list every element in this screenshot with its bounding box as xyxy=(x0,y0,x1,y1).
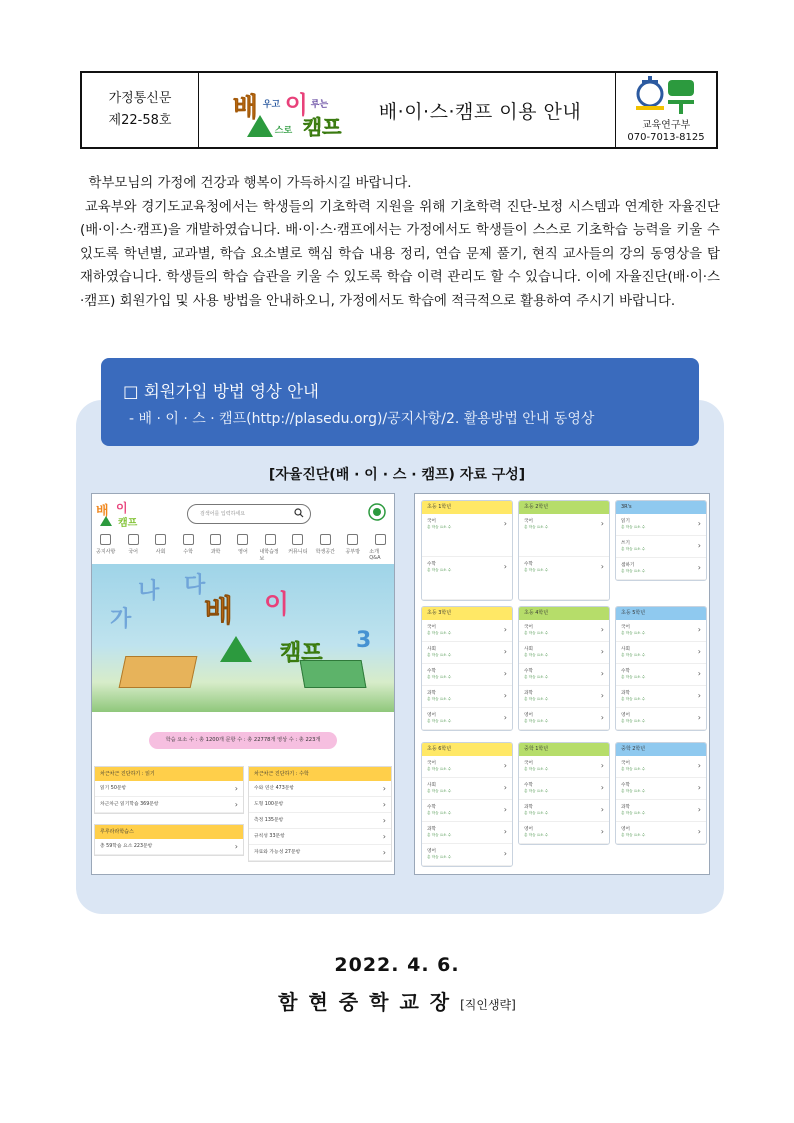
site-nav xyxy=(92,532,394,562)
list-item[interactable]: 총 59학습 요소 223문항 › xyxy=(95,839,243,855)
subject-label: 국어 xyxy=(524,519,533,524)
list-item[interactable]: 차근차근 읽기학습 369문항 › xyxy=(95,797,243,813)
nav-item[interactable]: 과학 xyxy=(205,532,227,562)
subject-count: 총 학습 요소 수 xyxy=(621,547,646,551)
subject-row[interactable] xyxy=(616,514,706,536)
subject-row[interactable] xyxy=(616,664,706,686)
doc-number: 제22-58호 xyxy=(108,113,172,128)
list-item[interactable]: 도형 100문항 › xyxy=(249,797,391,813)
math-card: 차근차근 진단하기 : 수학 수와 연산 473문항 › 도형 100문항 › 측정 135문항 › 규칙성 33문항 › 자료와 가능성 27문항 › xyxy=(248,766,392,862)
subject-count: 총 학습 요소 수 xyxy=(621,811,646,815)
grade-card-header: 3R's xyxy=(616,501,706,514)
subject-row[interactable] xyxy=(422,620,512,642)
subject-count: 총 학습 요소 수 xyxy=(427,675,452,679)
subject-count: 총 학습 요소 수 xyxy=(524,789,549,793)
subject-label: 사회 xyxy=(427,647,436,652)
grade-card xyxy=(615,742,707,845)
subject-label: 사회 xyxy=(524,647,533,652)
banner-title: □ 회원가입 방법 영상 안내 xyxy=(123,382,319,401)
subject-count: 총 학습 요소 수 xyxy=(524,697,549,701)
reading-card: 차근차근 진단하기 : 읽기 읽기 50문항 › 차근차근 읽기학습 369문항 › xyxy=(94,766,244,814)
subject-row[interactable] xyxy=(616,822,706,844)
triangle-icon xyxy=(220,636,252,662)
list-item[interactable]: 규칙성 33문항 › xyxy=(249,829,391,845)
subject-label: 영어 xyxy=(427,713,436,718)
subject-label: 과학 xyxy=(621,805,630,810)
nav-item[interactable]: 사회 xyxy=(150,532,172,562)
subject-count: 총 학습 요소 수 xyxy=(524,631,549,635)
subject-count: 총 학습 요소 수 xyxy=(524,525,549,529)
subject-count: 총 학습 요소 수 xyxy=(621,653,646,657)
subject-label: 과학 xyxy=(427,827,436,832)
subject-label: 영어 xyxy=(524,713,533,718)
subject-label: 수학 xyxy=(524,669,533,674)
subject-row[interactable] xyxy=(422,708,512,730)
nav-item[interactable]: 국어 xyxy=(122,532,144,562)
subject-label: 국어 xyxy=(427,519,436,524)
subject-row[interactable] xyxy=(422,514,512,557)
subject-label: 영어 xyxy=(621,827,630,832)
nav-item[interactable]: 공지사항 xyxy=(95,532,117,562)
subject-count: 총 학습 요소 수 xyxy=(621,767,646,771)
subject-label: 과학 xyxy=(524,805,533,810)
subject-count: 총 학습 요소 수 xyxy=(621,789,646,793)
nav-item[interactable]: 소개 Q&A xyxy=(369,532,391,562)
subject-row[interactable] xyxy=(422,557,512,600)
subject-label: 영어 xyxy=(524,827,533,832)
subject-row[interactable] xyxy=(422,664,512,686)
subject-row[interactable] xyxy=(519,664,609,686)
subject-row[interactable] xyxy=(422,800,512,822)
subject-count: 총 학습 요소 수 xyxy=(524,568,549,572)
grade-card-header: 초등 4학년 xyxy=(519,607,609,620)
subject-row[interactable] xyxy=(422,756,512,778)
subject-row[interactable] xyxy=(616,708,706,730)
grade-card xyxy=(615,500,707,581)
header-table xyxy=(80,71,718,149)
subject-row[interactable] xyxy=(422,642,512,664)
nav-item[interactable]: 영어 xyxy=(232,532,254,562)
triangle-icon xyxy=(247,115,273,137)
section-title: [자율진단(배 · 이 · 스 · 캠프) 자료 구성] xyxy=(268,467,526,483)
grade-card xyxy=(421,500,513,601)
subject-label: 영어 xyxy=(621,713,630,718)
nav-item[interactable]: 내학습정보 xyxy=(259,532,281,562)
subject-row[interactable] xyxy=(616,800,706,822)
subject-row[interactable] xyxy=(519,756,609,778)
subject-row[interactable] xyxy=(616,558,706,580)
subject-row[interactable] xyxy=(422,822,512,844)
subject-count: 총 학습 요소 수 xyxy=(621,675,646,679)
nav-item[interactable]: 커뮤니티 xyxy=(287,532,309,562)
grade-card xyxy=(421,742,513,867)
subject-row[interactable] xyxy=(616,686,706,708)
list-item[interactable]: 자료와 가능성 27문항 › xyxy=(249,845,391,861)
subject-label: 사회 xyxy=(621,647,630,652)
subject-count: 총 학습 요소 수 xyxy=(524,675,549,679)
subject-row[interactable] xyxy=(616,620,706,642)
emblem-icon xyxy=(368,503,386,521)
subject-label: 과학 xyxy=(621,691,630,696)
subject-label: 수학 xyxy=(621,783,630,788)
phone-label: 070-7013-8125 xyxy=(627,132,705,143)
seal-note: [직인생략] xyxy=(460,998,516,1012)
subject-count: 총 학습 요소 수 xyxy=(427,697,452,701)
nav-item[interactable]: 학생공간 xyxy=(314,532,336,562)
subject-label: 영어 xyxy=(427,849,436,854)
subject-label: 수학 xyxy=(524,562,533,567)
subject-label: 과학 xyxy=(524,691,533,696)
letter-body xyxy=(80,172,725,314)
title-cell xyxy=(199,73,616,147)
subject-row[interactable] xyxy=(519,642,609,664)
subject-row[interactable] xyxy=(519,557,609,600)
main-paragraph: 교육부와 경기도교육청에서는 학생들의 기초학력 지원을 위해 기초학력 진단-보정 시스템과 연계한 자율진단(배·이·스·캠프)을 개발하였습니다. 배·이·스·캠프에서는 가정에서도 학생들이 스스로 기초학습 능력을 키울 수 있도록 학년별, 교과별, 학습 요소별로 핵심 학습 내용 정리, 연습 문제 풀기, 현직 교사들의 강의 동영상을 탑재하였습니다. 학생들의 학습 습관을 키울 수 있도록 학습 이력 관리도 할 수 있습니다. 이에 자율진단(배·이·스·캠프) 회원가입 및 사용 방법을 안내하오니, 가정에서도 학습에 적극적으로 활용하여 주시기 바랍니다. xyxy=(80,199,725,309)
subject-label: 셈하기 xyxy=(621,563,635,568)
subject-row[interactable] xyxy=(519,822,609,844)
nav-item[interactable]: 수학 xyxy=(177,532,199,562)
subject-label: 읽기 xyxy=(621,519,630,524)
camp-logo: 배 우고 이 루는 스로 캠프 xyxy=(232,91,342,139)
subject-row[interactable] xyxy=(422,686,512,708)
subject-count: 총 학습 요소 수 xyxy=(427,525,452,529)
subject-label: 수학 xyxy=(427,805,436,810)
subject-label: 국어 xyxy=(621,625,630,630)
site-hero-banner: 가 나 다 3 배 이 캠프 xyxy=(92,564,394,712)
subject-label: 수학 xyxy=(524,783,533,788)
subject-count: 총 학습 요소 수 xyxy=(524,767,549,771)
subject-label: 국어 xyxy=(524,625,533,630)
grade-card xyxy=(615,606,707,731)
subject-count: 총 학습 요소 수 xyxy=(427,568,452,572)
subject-row[interactable] xyxy=(616,778,706,800)
site-home-screenshot xyxy=(91,493,395,875)
subject-count: 총 학습 요소 수 xyxy=(427,789,452,793)
page-title: 배·이·스·캠프 이용 안내 xyxy=(378,100,582,123)
site-logo: 배 이 캠프 xyxy=(96,501,138,529)
subject-count: 총 학습 요소 수 xyxy=(427,631,452,635)
subject-label: 국어 xyxy=(427,761,436,766)
list-item[interactable]: 측정 135문항 › xyxy=(249,813,391,829)
subject-row[interactable] xyxy=(422,778,512,800)
grade-card xyxy=(518,606,610,731)
subject-count: 총 학습 요소 수 xyxy=(524,811,549,815)
nav-item[interactable]: 공부방 xyxy=(342,532,364,562)
org-cell xyxy=(616,73,716,147)
subject-count: 총 학습 요소 수 xyxy=(524,653,549,657)
principal-signature: 함현중학교장 xyxy=(278,990,461,1014)
subject-count: 총 학습 요소 수 xyxy=(427,811,452,815)
subject-count: 총 학습 요소 수 xyxy=(621,697,646,701)
department-label: 교육연구부 xyxy=(641,120,691,131)
subject-count: 총 학습 요소 수 xyxy=(524,719,549,723)
subject-label: 수학 xyxy=(621,669,630,674)
grade-card-header: 중학 2학년 xyxy=(616,743,706,756)
subject-row[interactable] xyxy=(519,686,609,708)
subject-row[interactable] xyxy=(519,514,609,557)
lulu-card: 루루라라학습스 총 59학습 요소 223문항 › xyxy=(94,824,244,856)
subject-label: 사회 xyxy=(427,783,436,788)
subject-count: 총 학습 요소 수 xyxy=(427,767,452,771)
subject-row[interactable] xyxy=(422,844,512,866)
search-icon xyxy=(294,508,304,518)
school-emblem-icon xyxy=(634,76,698,116)
subject-label: 국어 xyxy=(427,625,436,630)
subject-row[interactable] xyxy=(519,778,609,800)
subject-label: 쓰기 xyxy=(621,541,630,546)
subject-label: 국어 xyxy=(524,761,533,766)
subject-row[interactable] xyxy=(519,800,609,822)
subject-row[interactable] xyxy=(616,642,706,664)
subject-row[interactable] xyxy=(616,536,706,558)
subject-count: 총 학습 요소 수 xyxy=(621,719,646,723)
grade-card-header: 초등 1학년 xyxy=(422,501,512,514)
doc-type: 가정통신문 xyxy=(108,91,172,106)
subject-row[interactable] xyxy=(519,708,609,730)
signature-line xyxy=(0,986,794,1015)
subject-count: 총 학습 요소 수 xyxy=(621,525,646,529)
subject-count: 총 학습 요소 수 xyxy=(427,855,452,859)
doc-info-cell xyxy=(82,73,199,147)
subject-row[interactable] xyxy=(616,756,706,778)
subject-label: 과학 xyxy=(427,691,436,696)
grade-card-header: 초등 2학년 xyxy=(519,501,609,514)
subject-count: 총 학습 요소 수 xyxy=(524,833,549,837)
subject-label: 수학 xyxy=(427,562,436,567)
stats-pill: 학습 요소 수 : 총 1200개 문항 수 : 총 22778개 영상 수 : 총 223개 xyxy=(149,732,337,749)
book-illustration xyxy=(119,656,198,688)
list-item[interactable]: 읽기 50문항 › xyxy=(95,781,243,797)
issue-date: 2022. 4. 6. xyxy=(334,954,460,976)
signup-banner xyxy=(101,358,699,446)
grade-card-header: 중학 1학년 xyxy=(519,743,609,756)
subject-count: 총 학습 요소 수 xyxy=(427,653,452,657)
subject-count: 총 학습 요소 수 xyxy=(427,719,452,723)
subject-row[interactable] xyxy=(519,620,609,642)
grade-card xyxy=(518,500,610,601)
greeting-paragraph: 학부모님의 가정에 건강과 행복이 가득하시길 바랍니다. xyxy=(80,176,412,191)
grade-card xyxy=(421,606,513,731)
site-search-input[interactable]: 검색어를 입력하세요 xyxy=(187,504,311,524)
grade-card-header: 초등 3학년 xyxy=(422,607,512,620)
subject-count: 총 학습 요소 수 xyxy=(621,569,646,573)
subject-count: 총 학습 요소 수 xyxy=(621,833,646,837)
site-topbar xyxy=(92,494,394,532)
triangle-icon xyxy=(100,516,112,526)
list-item[interactable]: 수와 연산 473문항 › xyxy=(249,781,391,797)
subject-label: 수학 xyxy=(427,669,436,674)
grade-card xyxy=(518,742,610,845)
subject-count: 총 학습 요소 수 xyxy=(427,833,452,837)
subject-count: 총 학습 요소 수 xyxy=(621,631,646,635)
grade-card-header: 초등 5학년 xyxy=(616,607,706,620)
subject-label: 국어 xyxy=(621,761,630,766)
banner-link-text[interactable]: - 배 · 이 · 스 · 캠프(http://plasedu.org)/공지사항/2. 활용방법 안내 동영상 xyxy=(129,411,595,427)
grade-card-header: 초등 6학년 xyxy=(422,743,512,756)
grade-grid-screenshot xyxy=(414,493,710,875)
